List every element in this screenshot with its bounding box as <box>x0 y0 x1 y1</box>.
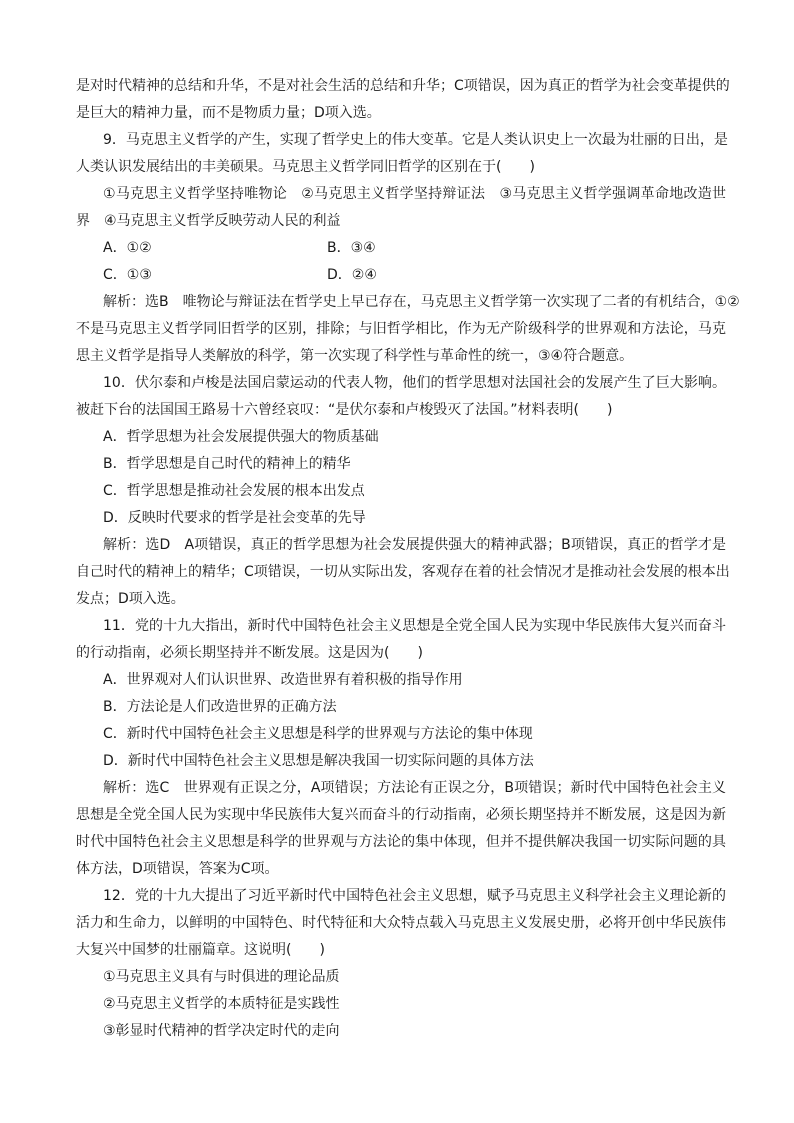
statement-item: ②马克思主义哲学的本质特征是实践性 <box>103 996 340 1012</box>
question-11-stem: 11．党的十九大指出，新时代中国特色社会主义思想是全党全国人民为实现中华民族伟大复兴而奋斗 <box>103 618 726 634</box>
answer-explanation: 发点；D项入选。 <box>76 591 185 607</box>
option-a: A．①② <box>103 240 152 256</box>
option-a: A．世界观对人们认识世界、改造世界有着积极的指导作用 <box>103 672 463 688</box>
option-c: C．新时代中国特色社会主义思想是科学的世界观与方法论的集中体现 <box>103 726 533 742</box>
answer-explanation: 自己时代的精神上的精华；C项错误，一切从实际出发，客观存在着的社会情况才是推动社会发展的根本出 <box>76 564 730 580</box>
answer-explanation: 思主义哲学是指导人类解放的科学，第一次实现了科学性与革命性的统一，③④符合题意。 <box>76 348 634 364</box>
option-c: C．哲学思想是推动社会发展的根本出发点 <box>103 483 365 499</box>
option-a: A．哲学思想为社会发展提供强大的物质基础 <box>103 429 379 445</box>
question-9-stem: 人类认识发展结出的丰美硕果。马克思主义哲学同旧哲学的区别在于( ) <box>76 159 535 175</box>
option-c: C．①③ <box>103 267 152 283</box>
answer-explanation: 解析：选C 世界观有正误之分，A项错误；方法论有正误之分，B项错误；新时代中国特色社会主义 <box>103 780 726 796</box>
answer-explanation: 体方法，D项错误，答案为C项。 <box>76 861 279 877</box>
question-12-stem: 大复兴中国梦的壮丽篇章。这说明( ) <box>76 942 325 958</box>
answer-explanation: 时代中国特色社会主义思想是科学的世界观与方法论的集中体现，但并不提供解决我国一切实际问题的具 <box>76 834 726 850</box>
option-d: D．新时代中国特色社会主义思想是解决我国一切实际问题的具体方法 <box>103 753 534 769</box>
statement-item: ③彰显时代精神的哲学决定时代的走向 <box>103 1023 340 1039</box>
answer-explanation: 思想是全党全国人民为实现中华民族伟大复兴而奋斗的行动指南，必须长期坚持并不断发展，这是因为新 <box>76 807 726 823</box>
statement-item: ①马克思主义具有与时俱进的理论品质 <box>103 969 340 985</box>
option-b: B．方法论是人们改造世界的正确方法 <box>103 699 337 715</box>
option-d: D．②④ <box>327 267 377 283</box>
option-d: D．反映时代要求的哲学是社会变革的先导 <box>103 510 366 526</box>
question-10-stem: 10．伏尔泰和卢梭是法国启蒙运动的代表人物，他们的哲学思想对法国社会的发展产生了巨大影响。 <box>103 375 726 391</box>
answer-explanation: 不是马克思主义哲学同旧哲学的区别，排除；与旧哲学相比，作为无产阶级科学的世界观和方法论，马克 <box>76 321 726 337</box>
text-line: 是对时代精神的总结和升华，不是对社会生活的总结和升华；C项错误，因为真正的哲学为社会变革提供的 <box>76 78 730 94</box>
question-9-statements: ①马克思主义哲学坚持唯物论 ②马克思主义哲学坚持辩证法 ③马克思主义哲学强调革命地改造世 <box>103 186 726 202</box>
question-9-stem: 9．马克思主义哲学的产生，实现了哲学史上的伟大变革。它是人类认识史上一次最为壮丽的日出，是 <box>103 132 728 148</box>
question-11-stem: 的行动指南，必须长期坚持并不断发展。这是因为( ) <box>76 645 423 661</box>
answer-explanation: 解析：选D A项错误，真正的哲学思想为社会发展提供强大的精神武器；B项错误，真正的哲学才是 <box>103 537 726 553</box>
question-9-statements: 界 ④马克思主义哲学反映劳动人民的利益 <box>76 213 341 229</box>
option-b: B．③④ <box>327 240 376 256</box>
question-10-stem: 被赶下台的法国国王路易十六曾经哀叹：“是伏尔泰和卢梭毁灭了法国。”材料表明( ) <box>76 402 613 418</box>
question-12-stem: 活力和生命力，以鲜明的中国特色、时代特征和大众特点载入马克思主义发展史册，必将开创中华民族伟 <box>76 915 726 931</box>
question-12-stem: 12．党的十九大提出了习近平新时代中国特色社会主义思想，赋予马克思主义科学社会主义理论新的 <box>103 888 726 904</box>
option-b: B．哲学思想是自己时代的精神上的精华 <box>103 456 351 472</box>
answer-explanation: 解析：选B 唯物论与辩证法在哲学史上早已存在，马克思主义哲学第一次实现了二者的有机结合，①② <box>103 294 740 310</box>
text-line: 是巨大的精神力量，而不是物质力量；D项入选。 <box>76 105 381 121</box>
